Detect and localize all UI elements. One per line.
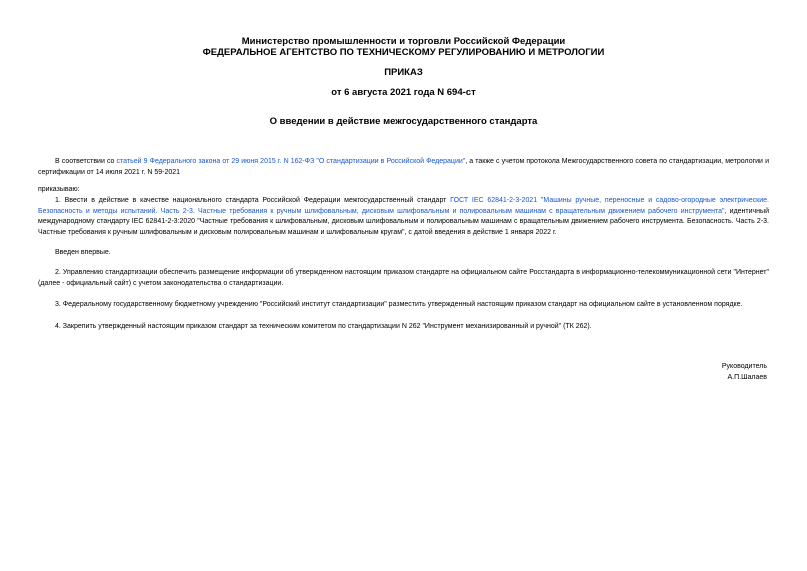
doc-type-heading: ПРИКАЗ — [384, 67, 423, 78]
page-title: О введении в действие межгосударственного стандарта — [269, 116, 538, 127]
federal-law-link[interactable]: статьей 9 Федерального закона от 29 июня 2015 г. N 162-ФЗ "О стандартизации в Российской Федерации" — [116, 158, 466, 165]
gost-standard-link[interactable]: ГОСТ IEC 62841-2-3-2021 "Машины ручные, переносные и садово-огородные электрические. Безопасность и методы испытаний. Часть 2-3. Частные требования к ручным шлифовальным, дисковым шлифовальным и полировальным машинам с вращательным движением рабочего инструмента" — [38, 197, 769, 215]
ministry-heading: Министерство промышленности и торговли Российской Федерации — [241, 36, 566, 47]
date-number-heading: от 6 августа 2021 года N 694-ст — [331, 87, 476, 98]
order-word: приказываю: — [38, 186, 80, 193]
item-3-paragraph: 3. Федеральному государственному бюджетному учреждению "Российский институт стандартизации" разместить утвержденный настоящим приказом стандарт на официальном сайте в установленном порядке. — [55, 301, 743, 308]
item-4-paragraph: 4. Закрепить утвержденный настоящим приказом стандарт за техническим комитетом по стандартизации N 262 "Инструмент механизированный и ручной" (ТК 262). — [55, 323, 592, 330]
item-1-prefix: 1. Ввести в действие в качестве национального стандарта Российской Федерации межгосударственный стандарт — [55, 197, 451, 204]
preamble-prefix: В соответствии со — [55, 158, 117, 165]
agency-heading: ФЕДЕРАЛЬНОЕ АГЕНТСТВО ПО ТЕХНИЧЕСКОМУ РЕГУЛИРОВАНИЮ И МЕТРОЛОГИИ — [202, 47, 605, 58]
preamble-suffix: , а также с учетом протокола Межгосударственного совета по стандартизации, метрологии и сертификации от 14 июля 2021 г. N 59-2021 — [38, 158, 769, 176]
signature-name: А.П.Шалаев — [727, 374, 767, 381]
item-2-paragraph: 2. Управлению стандартизации обеспечить размещение информации об утвержденном настоящим приказом стандарте на официальном сайте Росстандарта в информационно-телекоммуникационной сети "Интернет" (далее - официальный сайт) с учетом законодательства о стандартизации. — [38, 269, 769, 287]
preamble-paragraph — [38, 157, 769, 178]
introduced-note: Введен впервые. — [55, 249, 111, 256]
signature-position: Руководитель — [721, 363, 767, 370]
item-1-paragraph — [38, 196, 769, 238]
item-1-suffix: , идентичный международному стандарту IEC 62841-2-3:2020 "Частные требования к шлифовальным, дисковым шлифовальным и полировальным машинам с вращательным движением рабочего инструмента. Безопасность. Часть 2-3. Частные требования к ручным шлифовальным и дисковым полировальным машинам и шлифовальным кругам", с датой введения в действие 1 января 2022 г. — [38, 207, 769, 236]
